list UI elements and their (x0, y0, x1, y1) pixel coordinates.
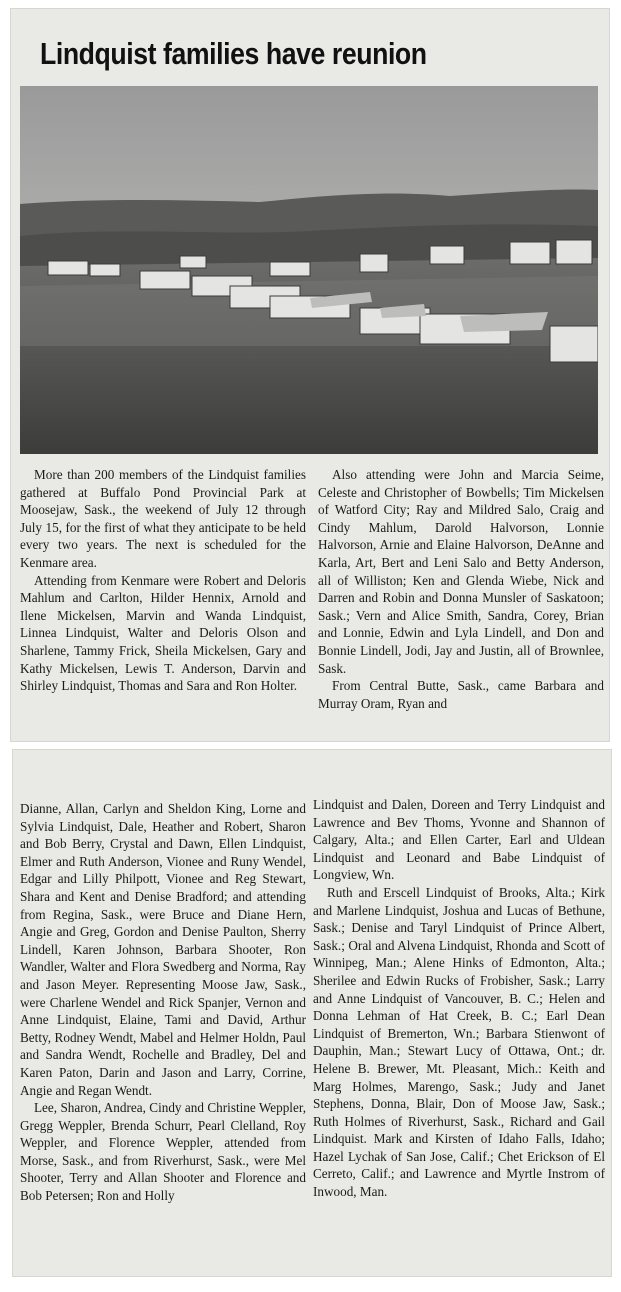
article-column-4 (313, 796, 605, 1201)
article-column-2 (318, 466, 604, 712)
headline: Lindquist families have reunion (40, 36, 427, 71)
paragraph: Lee, Sharon, Andrea, Cindy and Christine Weppler, Gregg Weppler, Brenda Schurr, Pearl Clelland, Roy Weppler, and Florence Weppler, attended from Morse, Sask., and from Riverhurst, Sask., were Mel Shooter, Terry and Allan Shooter and Florence and Bob Petersen; Ron and Holly (20, 1100, 306, 1204)
paragraph: Ruth and Erscell Lindquist of Brooks, Alta.; Kirk and Marlene Lindquist, Joshua and Lucas of Bethune, Sask.; Denise and Taryl Lindquist of Prince Albert, Sask.; Oral and Alvena Lindquist, Rhonda and Scott of Winnipeg, Man.; Alene Hinks of Edmonton, Alta.; Sherilee and Edwin Rucks of Frobisher, Sask.; Larry and Anne Lindquist of Vancouver, B. C.; Helen and Donna Lehman of Hat Creek, B. C.; Earl Dean Lindquist of Bremerton, Wn.; Barbara Stienwont of Dauphin, Man.; Stewart Lucy of Ottawa, Ont.; dr. Helene B. Brewer, Mt. Pleasant, Mich.: Keith and Marg Holmes, Marengo, Sask.; Judy and Janet Stephens, Donna, Blair, Don of Moose Jaw, Sask.; Ruth Holmes of Riverhurst, Sask., Richard and Gail Lindquist. Mark and Kirsten of Idaho Falls, Idaho; Hazel Lychak of San Jose, Calif.; Chet Erickson of El Cerreto, Calif.; and Lawrence and Myrtle Instrom of Inwood, Man. (313, 884, 605, 1200)
article-column-3 (20, 800, 306, 1205)
paragraph: Lindquist and Dalen, Doreen and Terry Lindquist and Lawrence and Bev Thoms, Yvonne and Shannon of Calgary, Alta.; and Ellen Carter, Earl and Uldean Lindquist and Leonard and Babe Lindquist of Longview, Wn. (313, 797, 605, 883)
article-column-1 (20, 466, 306, 695)
paragraph: Also attending were John and Marcia Seime, Celeste and Christopher of Bowbells; Tim Mickelsen of Watford City; Ray and Mildred Salo, Craig and Cindy Mahlum, Darold Halvorson, Lonnie Halvorson, Arnie and Elaine Halvorson, DeAnne and Karla, Art, Bert and Leni Salo and Betty Anderson, all of Williston; Ken and Glenda Wiebe, Nick and Darren and Robin and Donna Munsler of Saskatoon; Sask.; Vern and Alice Smith, Sandra, Corey, Brian and Lonnie, Edwin and Lyla Lindell, and Don and Bonnie Lindell, Jodi, Jay and Justin, all of Brownlee, Sask. (318, 467, 604, 676)
paragraph: Attending from Kenmare were Robert and Deloris Mahlum and Carlton, Hilder Hennix, Arnold and Ilene Mickelsen, Marvin and Wanda Lindquist, Linnea Lindquist, Walter and Deloris Olson and Sharlene, Tammy Frick, Sheila Mickelsen, Gary and Kathy Mickelsen, Lewis T. Anderson, Darvin and Shirley Lindquist, Thomas and Sara and Ron Holter. (20, 572, 306, 694)
campground-photo (20, 86, 598, 454)
paragraph: More than 200 members of the Lindquist families gathered at Buffalo Pond Provincial Park at Moosejaw, Sask., the weekend of July 12 through July 15, for the first of what they anticipate to be held every two years. The next is scheduled for the Kenmare area. (20, 467, 306, 570)
paragraph: From Central Butte, Sask., came Barbara and Murray Oram, Ryan and (318, 678, 604, 711)
paragraph: Dianne, Allan, Carlyn and Sheldon King, Lorne and Sylvia Lindquist, Dale, Heather and Robert, Sharon and Bob Berry, Crystal and Dawn, Ellen Lindquist, Elmer and Ruth Anderson, Vionee and Runy Wendel, Edgar and Lilly Philpott, Vionee and Reg Stewart, Shara and Kent and Denise Bradford; and attending from Regina, Sask., were Bruce and Diane Hern, Angie and Greg, Gordon and Denise Paulton, Sherry Lindell, Karen Johnson, Barbara Shooter, Ron Wandler, Walter and Flora Swedberg and Norma, Ray and Jason Meyer. Representing Moose Jaw, Sask., were Charlene Wendel and Rick Spanjer, Vernon and Anne Lindquist, Elaine, Tami and David, Arthur Betty, Rodney Wendt, Mabel and Helmer Holdn, Paul and Sandra Wendt, Rochelle and Bradley, Del and Karen Paton, Darin and Jason and Larry, Corrine, Angie and Regan Wendt. (20, 801, 306, 1098)
